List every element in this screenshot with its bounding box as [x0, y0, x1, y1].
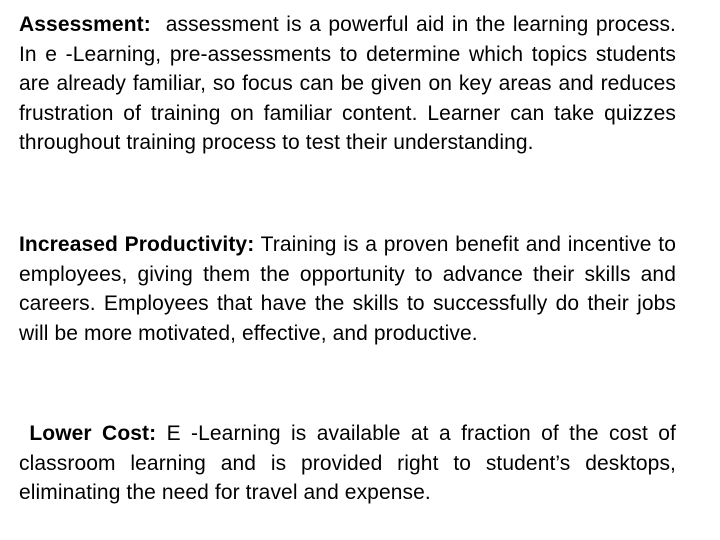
text-increased-productivity: Training is a proven benefit and incentive to employees, giving them the opportunity to advance their skills and careers. Employees that have the skills to successfully do their jobs will be more motivated, effective, and productive.: [19, 233, 676, 345]
term-lower-cost: Lower Cost:: [19, 422, 157, 445]
term-assessment: Assessment:: [19, 13, 151, 36]
text-lower-cost: E -Learning is available at a fraction of the cost of classroom learning and is provided right to student’s desktops, eliminating the need for travel and expense.: [19, 422, 676, 505]
paragraph-lower-cost: [19, 419, 676, 508]
paragraph-increased-productivity: [19, 230, 676, 348]
paragraph-assessment: [19, 10, 682, 158]
text-assessment: assessment is a powerful aid in the learning process. In e -Learning, pre-assessments to determine which topics students are already familiar, so focus can be given on key areas and reduces frustration of training on familiar content. Learner can take quizzes throughout training process to test their understanding.: [19, 13, 682, 155]
term-increased-productivity: Increased Productivity:: [19, 233, 255, 256]
